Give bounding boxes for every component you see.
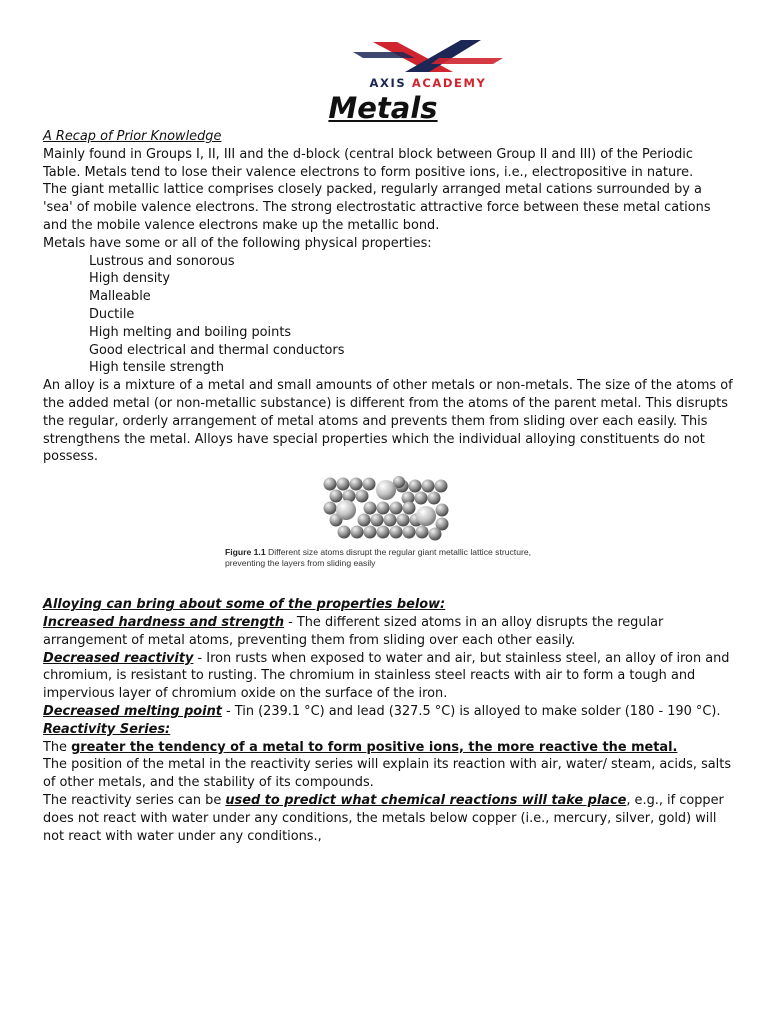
alloy-paragraph: An alloy is a mixture of a metal and small amounts of other metals or non-metals. The size of the atoms of the added metal (or non-metallic substance) is different from the atoms of the parent metal. This disrupts the regular, orderly arrangement of metal atoms and prevents them from sliding over each easily. This strengthens the metal. Alloys have special properties which the individual alloying constituents do not possess. <box>43 378 733 465</box>
property-item: High melting and boiling points <box>89 324 292 340</box>
figure-caption <box>225 547 555 569</box>
property-item: High density <box>89 271 170 287</box>
recap-heading: A Recap of Prior Knowledge <box>43 129 222 144</box>
series-paragraph-1: The position of the metal in the reactivity series will explain its reaction with air, water/ steam, acids, salts of other metals, and the stability of its compounds. <box>43 757 732 791</box>
alloying-reactivity <box>43 650 733 703</box>
series-key-text: greater the tendency of a metal to form positive ions, the more reactive the metal. <box>71 739 678 755</box>
document-body <box>43 128 733 845</box>
property-item: Ductile <box>89 306 135 322</box>
alloying-heading: Alloying can bring about some of the properties below: <box>43 597 446 613</box>
series-paragraph-2 <box>43 792 733 845</box>
recap-paragraph-3: Metals have some or all of the following physical properties: <box>43 235 432 251</box>
reactivity-text: - Iron rusts when exposed to water and air, but stainless steel, an alloy of iron and chromium, is resistant to rusting. The chromium in stainless steel reacts with air to form a tough and impervious layer of chromium oxide on the surface of the iron. <box>43 650 730 702</box>
page-title: Metals <box>328 91 438 125</box>
figure-label: Figure 1.1 <box>225 547 266 558</box>
alloy-lattice-figure <box>43 470 733 594</box>
axis-academy-logo <box>333 38 523 90</box>
property-item: Malleable <box>89 289 151 305</box>
series-heading: Reactivity Series: <box>43 721 171 737</box>
property-item: High tensile strength <box>89 360 225 376</box>
alloying-hardness <box>43 614 733 650</box>
alloy-lattice-image <box>320 476 450 542</box>
series-lead-in: The <box>43 739 72 755</box>
series-key-statement <box>43 739 733 757</box>
melting-text: - Tin (239.1 °C) and lead (327.5 °C) is alloyed to make solder (180 - 190 °C). <box>221 703 721 719</box>
property-item: Lustrous and sonorous <box>89 253 235 269</box>
series-p2-end: , e.g., if copper does not react with water under any conditions, the metals below copper (i.e., mercury, silver, gold) will not react with water under any conditions., <box>43 792 724 844</box>
series-p2-term: used to predict what chemical reactions will take place <box>225 792 627 808</box>
figure-caption-text: Different size atoms disrupt the regular giant metallic lattice structure, preventing the layers from sliding easily <box>225 547 532 569</box>
property-item: Good electrical and thermal conductors <box>89 342 345 358</box>
logo-text-axis: AXIS <box>369 76 412 90</box>
series-p2-start: The reactivity series can be <box>43 792 226 808</box>
axis-x-emblem-icon <box>333 38 523 78</box>
recap-paragraph-1: Mainly found in Groups I, II, III and the d-block (central block between Group II and III) of the Periodic Table. Metals tend to lose their valence electrons to form positive ions, i.e., electropositive in nature. <box>43 146 694 180</box>
reactivity-term: Decreased reactivity <box>43 650 194 666</box>
hardness-text: - The different sized atoms in an alloy disrupts the regular arrangement of metal atoms, preventing them from sliding over each other easily. <box>43 614 664 648</box>
recap-paragraph-2: The giant metallic lattice comprises closely packed, regularly arranged metal cations surrounded by a 'sea' of mobile valence electrons. The strong electrostatic attractive force between these metal cations and the mobile valence electrons make up the metallic bond. <box>43 182 711 233</box>
logo-text-academy: ACADEMY <box>411 76 487 90</box>
melting-term: Decreased melting point <box>43 703 222 719</box>
alloying-melting <box>43 703 733 721</box>
hardness-term: Increased hardness and strength <box>43 614 285 630</box>
